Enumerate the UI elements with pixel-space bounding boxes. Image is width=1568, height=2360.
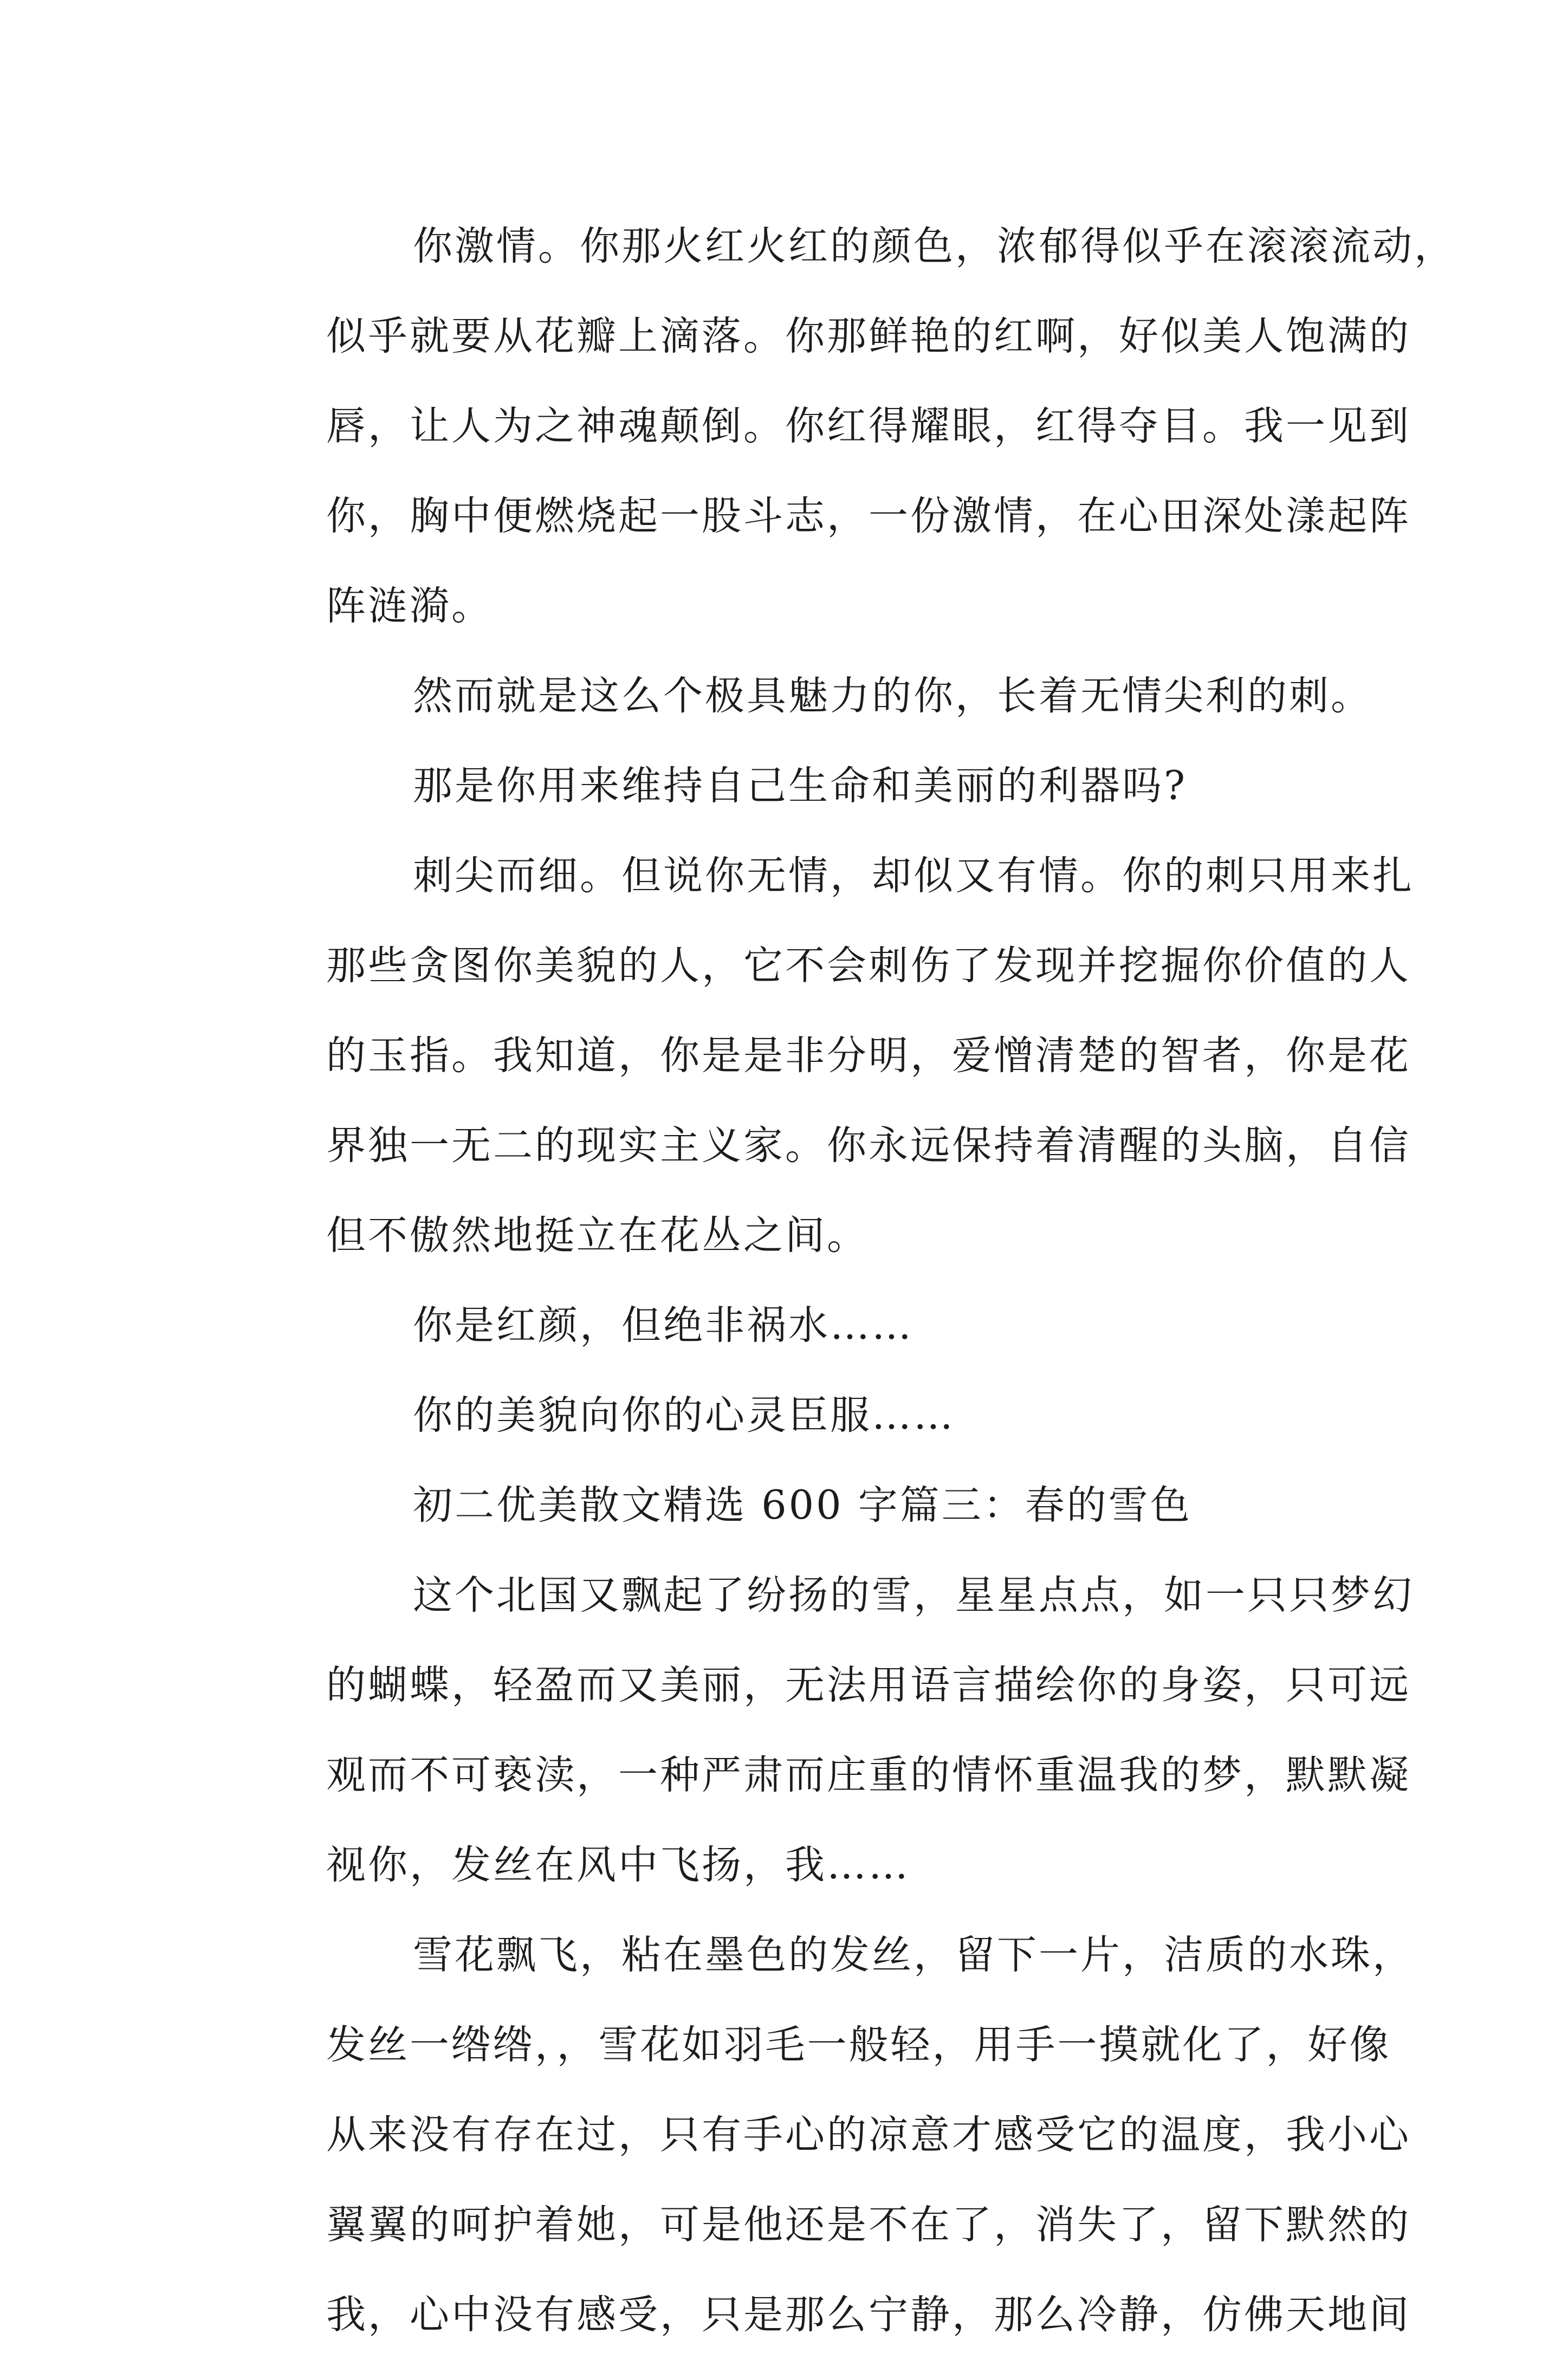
paragraph	[239, 1910, 1414, 2360]
text-line: 初二优美散文精选 600 字篇三：春的雪色	[413, 1482, 1192, 1528]
text-line: 然而就是这么个极具魅力的你，长着无情尖利的刺。	[413, 673, 1372, 719]
paragraph	[239, 1281, 1336, 1371]
document-body	[239, 202, 1456, 2360]
text-line: 界独一无二的现实主义家。你永远保持着清醒的头脑，自信	[326, 1123, 1411, 1169]
text-line: 似乎就要从花瓣上滴落。你那鲜艳的红啊，好似美人饱满的	[326, 313, 1411, 359]
text-line: 那是你用来维持自己生命和美丽的利器吗?	[413, 763, 1188, 809]
text-line: 你是红颜，但绝非祸水……	[413, 1302, 913, 1348]
text-line: 翼翼的呵护着她，可是他还是不在了，消失了，留下默然的	[326, 2202, 1411, 2248]
paragraph	[239, 831, 1414, 1281]
text-line: 我，心中没有感受，只是那么宁静，那么冷静，仿佛天地间	[326, 2292, 1411, 2338]
text-line: 你激情。你那火红火红的颜色，浓郁得似乎在滚滚流动，	[413, 223, 1456, 269]
section-heading	[239, 1461, 1336, 1551]
text-line: 你的美貌向你的心灵臣服……	[413, 1392, 955, 1438]
text-line: 视你，发丝在风中飞扬，我……	[326, 1842, 910, 1888]
text-line: 唇，让人为之神魂颠倒。你红得耀眼，红得夺目。我一见到	[326, 403, 1411, 449]
paragraph	[239, 202, 1456, 651]
paragraph	[239, 741, 1336, 831]
paragraph	[239, 651, 1372, 741]
text-line: 观而不可亵渎，一种严肃而庄重的情怀重温我的梦，默默凝	[326, 1752, 1411, 1798]
text-line: 雪花飘飞，粘在墨色的发丝，留下一片，洁质的水珠，	[413, 1932, 1414, 1978]
text-line: 阵涟漪。	[326, 583, 493, 629]
text-line: 你，胸中便燃烧起一股斗志，一份激情，在心田深处漾起阵	[326, 493, 1411, 539]
text-line: 刺尖而细。但说你无情，却似又有情。你的刺只用来扎	[413, 853, 1414, 899]
text-line: 的蝴蝶，轻盈而又美丽，无法用语言描绘你的身姿，只可远	[326, 1662, 1411, 1708]
text-line: 但不傲然地挺立在花丛之间。	[326, 1213, 869, 1259]
text-line: 那些贪图你美貌的人，它不会刺伤了发现并挖掘你价值的人	[326, 943, 1411, 989]
paragraph	[239, 1551, 1414, 1910]
text-line: 的玉指。我知道，你是是非分明，爱憎清楚的智者，你是花	[326, 1033, 1411, 1079]
paragraph	[239, 1371, 1336, 1461]
text-line: 发丝一绺绺，，雪花如羽毛一般轻，用手一摸就化了，好像	[326, 2022, 1391, 2068]
text-line: 从来没有存在过，只有手心的凉意才感受它的温度，我小心	[326, 2112, 1411, 2158]
text-line: 这个北国又飘起了纷扬的雪，星星点点，如一只只梦幻	[413, 1572, 1414, 1618]
